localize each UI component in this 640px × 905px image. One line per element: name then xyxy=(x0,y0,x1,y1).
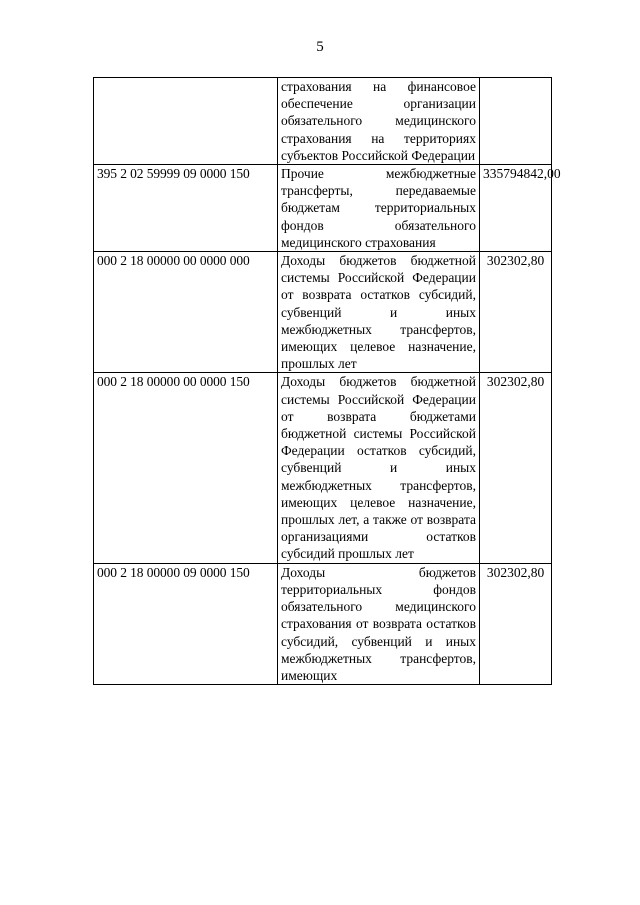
budget-code-cell xyxy=(94,78,278,165)
budget-code-cell: 000 2 18 00000 00 0000 000 xyxy=(94,252,278,373)
amount-cell: 302302,80 xyxy=(480,373,552,563)
table-row xyxy=(94,78,552,165)
page-number: 5 xyxy=(316,39,324,55)
revenue-name-cell: Доходы бюджетов бюджетной системы Российской Федерации от возврата остатков субсидий, субвенций и иных межбюджетных трансфертов, имеющих целевое назначение, прошлых лет xyxy=(278,252,480,373)
table-row xyxy=(94,165,552,252)
budget-code-cell: 000 2 18 00000 00 0000 150 xyxy=(94,373,278,563)
table-row xyxy=(94,252,552,373)
table-row xyxy=(94,563,552,684)
budget-code-cell: 395 2 02 59999 09 0000 150 xyxy=(94,165,278,252)
revenue-name-cell: Доходы бюджетов территориальных фондов обязательного медицинского страхования от возврата остатков субсидий, субвенций и иных межбюджетных трансфертов, имеющих xyxy=(278,563,480,684)
amount-cell: 302302,80 xyxy=(480,252,552,373)
revenue-name-cell: страхования на финансовое обеспечение организации обязательного медицинского страхования на территориях субъектов Российской Федерации xyxy=(278,78,480,165)
table-row xyxy=(94,373,552,563)
budget-code-cell: 000 2 18 00000 09 0000 150 xyxy=(94,563,278,684)
amount-cell: 335794842,00 xyxy=(480,165,552,252)
budget-revenue-table xyxy=(93,77,561,685)
revenue-name-cell: Прочие межбюджетные трансферты, передаваемые бюджетам территориальных фондов обязательного медицинского страхования xyxy=(278,165,480,252)
revenue-name-cell: Доходы бюджетов бюджетной системы Российской Федерации от возврата бюджетами бюджетной системы Российской Федерации остатков субсидий, субвенций и иных межбюджетных трансфертов, имеющих целевое назначение, прошлых лет, а также от возврата организациями остатков субсидий прошлых лет xyxy=(278,373,480,563)
amount-cell: 302302,80 xyxy=(480,563,552,684)
amount-cell xyxy=(480,78,552,165)
